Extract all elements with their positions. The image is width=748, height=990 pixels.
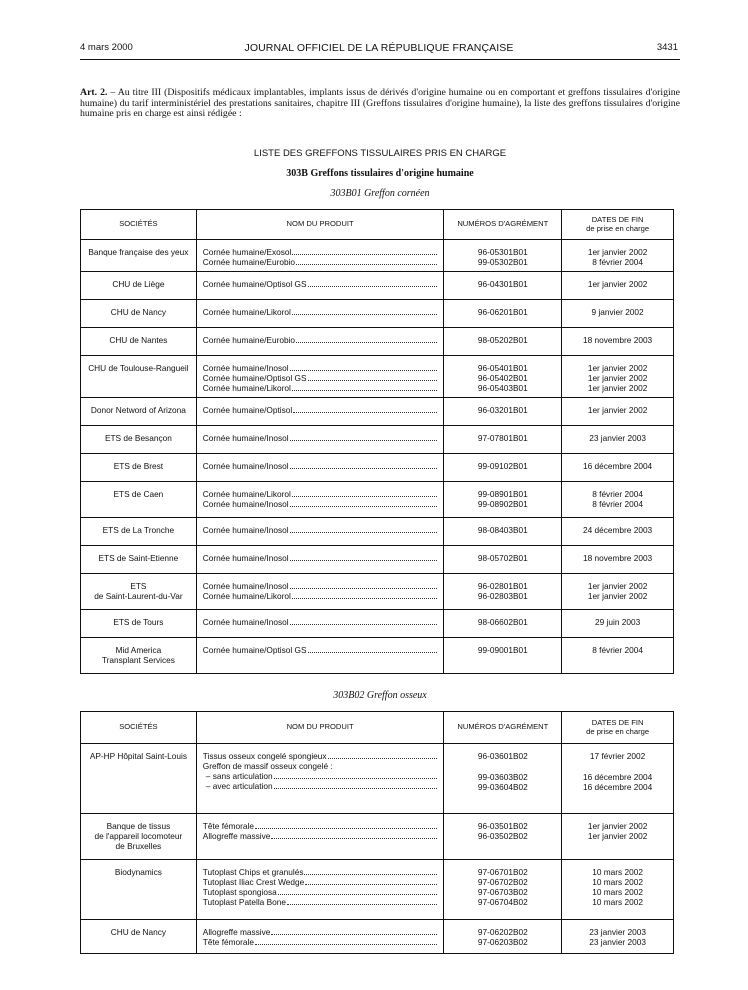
- approval-number: 97-06701B02: [477, 867, 528, 877]
- column-header-dates: DATES DE FIN de prise en charge: [562, 210, 674, 240]
- product-name: Cornée humaine/Inosol: [202, 363, 289, 373]
- approval-number: 99-09102B01: [477, 461, 528, 471]
- end-date-cell: [562, 814, 674, 860]
- section-title-corneal: 303B01 Greffon cornéen: [330, 188, 430, 199]
- product-name: Cornée humaine/Optisol: [202, 405, 293, 415]
- leader-dots: [328, 751, 438, 759]
- leader-dots: [255, 821, 437, 829]
- societe-cell: [81, 328, 197, 356]
- approval-number: 99-08901B01: [477, 489, 528, 499]
- end-date-cell: [562, 518, 674, 546]
- end-date: 1er janvier 2002: [587, 831, 648, 841]
- end-date: 18 novembre 2003: [582, 335, 653, 345]
- societe-name: Banque française des yeux: [88, 247, 189, 257]
- end-date-cell: [562, 398, 674, 426]
- end-date: 10 mars 2002: [592, 877, 643, 887]
- end-date: 18 novembre 2003: [582, 553, 653, 563]
- societe-name: de l'appareil locomoteur: [94, 831, 183, 841]
- approval-number: 96-02803B01: [477, 591, 528, 601]
- product-line: [203, 751, 438, 761]
- approval-number: 99-08902B01: [477, 499, 528, 509]
- approval-number: 96-03201B01: [477, 405, 528, 415]
- table-row: [81, 356, 674, 398]
- table-row: [81, 398, 674, 426]
- product-name: Cornée humaine/Optisol GS: [202, 373, 307, 383]
- product-cell: [196, 300, 444, 328]
- end-date-cell: [562, 920, 674, 954]
- approval-number: 97-06202B02: [477, 927, 528, 937]
- approval-number: 97-07801B01: [477, 433, 528, 443]
- end-date-cell: [562, 240, 674, 272]
- leader-dots: [308, 373, 438, 381]
- approval-number: 96-05401B01: [477, 363, 528, 373]
- leader-dots: [308, 645, 438, 653]
- approval-number-cell: [444, 272, 562, 300]
- end-date: 1er janvier 2002: [587, 363, 648, 373]
- page-header: [80, 42, 678, 56]
- table-row: [81, 328, 674, 356]
- societe-name: CHU de Toulouse-Rangueil: [88, 363, 189, 373]
- product-line: [203, 553, 438, 563]
- product-cell: [196, 814, 444, 860]
- end-date-cell: [562, 356, 674, 398]
- end-date: 1er janvier 2002: [587, 373, 648, 383]
- end-date: 8 février 2004: [592, 489, 643, 499]
- approval-number-cell: [444, 398, 562, 426]
- product-name: Cornée humaine/Inosol: [202, 525, 289, 535]
- approval-number-cell: [444, 920, 562, 954]
- end-date: 1er janvier 2002: [587, 383, 648, 393]
- product-cell: [196, 240, 444, 272]
- product-name: Cornée humaine/Likorol: [202, 383, 291, 393]
- end-date: 10 mars 2002: [592, 887, 643, 897]
- leader-dots: [292, 489, 438, 497]
- table-row: [81, 482, 674, 518]
- product-line: [203, 867, 438, 877]
- product-cell: [196, 574, 444, 610]
- leader-dots: [274, 781, 438, 789]
- end-date: 1er janvier 2002: [587, 581, 648, 591]
- product-line: [203, 937, 438, 947]
- end-date-cell: [562, 610, 674, 638]
- approval-number: 99-03604B02: [477, 782, 528, 792]
- approval-number-cell: [444, 814, 562, 860]
- product-name: Tutoplast Patella Bone: [202, 897, 286, 907]
- leader-dots: [292, 383, 438, 391]
- societe-cell: [81, 546, 197, 574]
- table-row: [81, 546, 674, 574]
- societe-cell: [81, 356, 197, 398]
- product-name: Cornée humaine/Inosol: [202, 433, 289, 443]
- approval-number: 98-05202B01: [477, 335, 528, 345]
- product-line: [203, 279, 438, 289]
- end-date-cell: [562, 272, 674, 300]
- leader-dots: [290, 581, 438, 589]
- end-date: 9 janvier 2002: [591, 307, 644, 317]
- approval-number: 99-03603B02: [477, 772, 528, 782]
- approval-number: 96-05301B01: [477, 247, 528, 257]
- product-name: Allogreffe massive: [202, 831, 271, 841]
- end-date: 23 janvier 2003: [589, 937, 646, 947]
- approval-number-cell: [444, 454, 562, 482]
- leader-dots: [290, 617, 438, 625]
- approval-number: 98-06602B01: [477, 617, 528, 627]
- leader-dots: [290, 433, 438, 441]
- product-name: – avec articulation: [205, 781, 273, 791]
- product-line: [203, 383, 438, 393]
- end-date-cell: [562, 454, 674, 482]
- end-date: 23 janvier 2003: [589, 927, 646, 937]
- product-line: [203, 821, 438, 831]
- bone-graft-table: [80, 711, 674, 954]
- column-header-societes: SOCIÉTÉS: [81, 210, 197, 240]
- societe-name: AP-HP Hôpital Saint-Louis: [89, 751, 187, 761]
- approval-number-cell: [444, 240, 562, 272]
- approval-number-cell: [444, 574, 562, 610]
- societe-name: Transplant Services: [101, 655, 175, 665]
- product-line: [203, 433, 438, 443]
- product-line: [203, 489, 438, 499]
- leader-dots: [290, 499, 438, 507]
- end-date: 10 mars 2002: [592, 867, 643, 877]
- table-row: [81, 744, 674, 814]
- societe-cell: [81, 518, 197, 546]
- societe-name: ETS de Caen: [113, 489, 164, 499]
- product-line: [203, 591, 438, 601]
- product-line: [203, 525, 438, 535]
- product-line: [203, 405, 438, 415]
- product-cell: [196, 426, 444, 454]
- article-text: – Au titre III (Dispositifs médicaux implantables, implants issus de dérivés d'origine humaine ou en comportant et greffons tissulaires d'origine humaine) du tarif interministériel des prestations sanitaires, chapitre III (Greffons tissulaires d'origine humaine), la liste des greffons tissulaires d'origine humaine pris en charge est ainsi rédigée :: [80, 87, 680, 119]
- product-cell: [196, 546, 444, 574]
- article-label: Art. 2.: [80, 87, 108, 98]
- leader-dots: [292, 591, 438, 599]
- end-date-cell: [562, 744, 674, 814]
- societe-cell: [81, 426, 197, 454]
- leader-dots: [290, 461, 438, 469]
- end-date-cell: [562, 638, 674, 674]
- societe-cell: [81, 240, 197, 272]
- column-header-societes: SOCIÉTÉS: [81, 712, 197, 744]
- product-name: Cornée humaine/Likorol: [202, 591, 291, 601]
- product-name: Tissus osseux congelé spongieux: [202, 751, 327, 761]
- table-row: [81, 860, 674, 920]
- approval-number: 96-02801B01: [477, 581, 528, 591]
- table-row: [81, 518, 674, 546]
- societe-name: Banque de tissus: [106, 821, 171, 831]
- product-name: Cornée humaine/Optisol GS: [202, 279, 307, 289]
- product-cell: [196, 744, 444, 814]
- product-line: [203, 897, 438, 907]
- product-name: Tête fémorale: [202, 821, 254, 831]
- approval-number: 96-05403B01: [477, 383, 528, 393]
- societe-name: Biodynamics: [114, 867, 162, 877]
- end-date-cell: [562, 328, 674, 356]
- societe-cell: [81, 574, 197, 610]
- product-line: [203, 499, 438, 509]
- societe-name: de Saint-Laurent-du-Var: [94, 591, 183, 601]
- product-name: Tutoplast spongiosa: [202, 887, 277, 897]
- approval-number: 97-06703B02: [477, 887, 528, 897]
- end-date: 16 décembre 2004: [583, 772, 653, 782]
- leader-dots: [271, 831, 437, 839]
- leader-dots: [292, 247, 437, 255]
- societe-cell: [81, 638, 197, 674]
- end-date: 1er janvier 2002: [587, 821, 648, 831]
- table-row: [81, 426, 674, 454]
- approval-number-cell: [444, 328, 562, 356]
- product-name: Tutoplast Iliac Crest Wedge: [202, 877, 305, 887]
- societe-name: CHU de Nantes: [109, 335, 168, 345]
- leader-dots: [296, 257, 437, 265]
- product-name: Cornée humaine/Inosol: [202, 553, 289, 563]
- product-cell: [196, 860, 444, 920]
- column-header-numeros: NUMÉROS D'AGRÉMENT: [444, 712, 562, 744]
- leader-dots: [292, 307, 438, 315]
- approval-number: 99-05302B01: [477, 257, 528, 267]
- product-name: Cornée humaine/Optisol GS: [202, 645, 307, 655]
- product-name: Cornée humaine/Eurobio: [202, 257, 296, 267]
- approval-number-cell: [444, 744, 562, 814]
- societe-name: ETS de Besançon: [104, 433, 172, 443]
- approval-number: 97-06704B02: [477, 897, 528, 907]
- end-date: 10 mars 2002: [592, 897, 643, 907]
- approval-number-cell: [444, 426, 562, 454]
- societe-name: ETS: [130, 581, 147, 591]
- societe-name: ETS de Brest: [113, 461, 164, 471]
- approval-number-cell: [444, 638, 562, 674]
- section-title-bone: 303B02 Greffon osseux: [333, 690, 427, 701]
- product-name: – sans articulation: [205, 771, 273, 781]
- product-name: Cornée humaine/Inosol: [202, 617, 289, 627]
- product-name: Cornée humaine/Likorol: [202, 307, 291, 317]
- leader-dots: [296, 335, 437, 343]
- approval-number: 98-08403B01: [477, 525, 528, 535]
- societe-cell: [81, 272, 197, 300]
- list-title: LISTE DES GREFFONS TISSULAIRES PRIS EN CHARGE: [253, 148, 507, 159]
- leader-dots: [274, 771, 438, 779]
- societe-name: de Bruxelles: [115, 841, 162, 851]
- societe-cell: [81, 454, 197, 482]
- product-line: [203, 617, 438, 627]
- approval-number-cell: [444, 860, 562, 920]
- header-rule: [80, 59, 680, 60]
- product-cell: [196, 398, 444, 426]
- approval-number: 97-06203B02: [477, 937, 528, 947]
- leader-dots: [271, 927, 437, 935]
- leader-dots: [293, 405, 437, 413]
- end-date-cell: [562, 574, 674, 610]
- table-row: [81, 610, 674, 638]
- end-date: 1er janvier 2002: [587, 591, 648, 601]
- societe-name: Donor Netword of Arizona: [90, 405, 186, 415]
- product-name: Cornée humaine/Exosol: [202, 247, 292, 257]
- end-date-cell: [562, 860, 674, 920]
- end-date-cell: [562, 300, 674, 328]
- end-date: 8 février 2004: [592, 257, 643, 267]
- column-header-produit: NOM DU PRODUIT: [196, 210, 444, 240]
- societe-name: ETS de Tours: [113, 617, 164, 627]
- societe-cell: [81, 860, 197, 920]
- societe-name: ETS de La Tronche: [102, 525, 175, 535]
- product-line: [203, 257, 438, 267]
- societe-name: CHU de Nancy: [110, 307, 167, 317]
- product-line: [203, 927, 438, 937]
- approval-number-cell: [444, 546, 562, 574]
- societe-name: CHU de Liège: [112, 279, 165, 289]
- column-header-produit: NOM DU PRODUIT: [196, 712, 444, 744]
- approval-number: 96-04301B01: [477, 279, 528, 289]
- article-intro: [80, 88, 680, 120]
- table-row: [81, 272, 674, 300]
- approval-number: 96-05402B01: [477, 373, 528, 383]
- societe-cell: [81, 920, 197, 954]
- table-row: [81, 638, 674, 674]
- leader-dots: [290, 553, 438, 561]
- end-date: 1er janvier 2002: [587, 405, 648, 415]
- product-cell: [196, 356, 444, 398]
- approval-number: 96-03502B02: [477, 831, 528, 841]
- approval-number-cell: [444, 518, 562, 546]
- table-row: [81, 574, 674, 610]
- table-row: [81, 920, 674, 954]
- societe-name: Mid America: [115, 645, 162, 655]
- journal-title: JOURNAL OFFICIEL DE LA RÉPUBLIQUE FRANÇAISE: [244, 42, 514, 54]
- product-cell: [196, 920, 444, 954]
- product-line: [203, 831, 438, 841]
- column-header-numeros: NUMÉROS D'AGRÉMENT: [444, 210, 562, 240]
- leader-dots: [305, 877, 437, 885]
- product-cell: [196, 328, 444, 356]
- leader-dots: [290, 363, 438, 371]
- end-date: 23 janvier 2003: [589, 433, 646, 443]
- end-date: 29 juin 2003: [594, 617, 641, 627]
- product-cell: [196, 518, 444, 546]
- end-date-cell: [562, 546, 674, 574]
- societe-name: ETS de Saint-Etienne: [98, 553, 179, 563]
- product-name: Cornée humaine/Inosol: [202, 461, 289, 471]
- product-cell: [196, 272, 444, 300]
- end-date: 16 décembre 2004: [582, 461, 653, 471]
- product-line: [203, 363, 438, 373]
- corneal-graft-table: [80, 209, 674, 674]
- product-line: [203, 307, 438, 317]
- approval-number: 98-05702B01: [477, 553, 528, 563]
- end-date: 1er janvier 2002: [587, 247, 648, 257]
- product-name: Allogreffe massive: [202, 927, 271, 937]
- end-date: [564, 761, 671, 772]
- product-name: Cornée humaine/Inosol: [202, 499, 289, 509]
- end-date-cell: [562, 426, 674, 454]
- approval-number-cell: [444, 610, 562, 638]
- approval-number-cell: [444, 482, 562, 518]
- product-name: Greffon de massif osseux congelé :: [202, 761, 333, 771]
- approval-number: 96-06201B01: [477, 307, 528, 317]
- product-line: [203, 247, 438, 257]
- product-line: [203, 645, 438, 655]
- leader-dots: [278, 887, 438, 895]
- approval-number: 97-06702B02: [477, 877, 528, 887]
- end-date: 8 février 2004: [592, 645, 643, 655]
- product-line: [203, 781, 438, 791]
- product-cell: [196, 482, 444, 518]
- product-cell: [196, 454, 444, 482]
- societe-cell: [81, 744, 197, 814]
- product-line: [203, 887, 438, 897]
- product-name: Cornée humaine/Likorol: [202, 489, 291, 499]
- product-line: [203, 761, 438, 771]
- product-line: [203, 771, 438, 781]
- societe-cell: [81, 482, 197, 518]
- product-name: Cornée humaine/Eurobio: [202, 335, 296, 345]
- end-date: 16 décembre 2004: [583, 782, 653, 792]
- leader-dots: [287, 897, 437, 905]
- approval-number-cell: [444, 356, 562, 398]
- leader-dots: [304, 867, 437, 875]
- end-date: 1er janvier 2002: [587, 279, 648, 289]
- product-name: Tête fémorale: [202, 937, 254, 947]
- product-name: Tutoplast Chips et granulés: [202, 867, 304, 877]
- product-cell: [196, 610, 444, 638]
- societe-cell: [81, 300, 197, 328]
- table-row: [81, 300, 674, 328]
- column-header-dates: DATES DE FIN de prise en charge: [562, 712, 674, 744]
- societe-cell: [81, 610, 197, 638]
- page-number: 3431: [656, 42, 678, 53]
- end-date: 24 décembre 2003: [582, 525, 653, 535]
- category-subtitle: 303B Greffons tissulaires d'origine humaine: [286, 168, 474, 179]
- end-date: 8 février 2004: [592, 499, 643, 509]
- approval-number-cell: [444, 300, 562, 328]
- product-line: [203, 461, 438, 471]
- leader-dots: [290, 525, 438, 533]
- end-date: 17 février 2002: [589, 751, 646, 761]
- leader-dots: [255, 937, 437, 945]
- approval-number: 96-03501B02: [477, 821, 528, 831]
- table-row: [81, 240, 674, 272]
- table-row: [81, 454, 674, 482]
- approval-number: 99-09001B01: [477, 645, 528, 655]
- approval-number: [446, 761, 559, 772]
- product-cell: [196, 638, 444, 674]
- product-line: [203, 877, 438, 887]
- approval-number: 96-03601B02: [477, 751, 528, 761]
- leader-dots: [308, 279, 438, 287]
- end-date-cell: [562, 482, 674, 518]
- product-name: Cornée humaine/Inosol: [202, 581, 289, 591]
- societe-cell: [81, 814, 197, 860]
- table-row: [81, 814, 674, 860]
- product-line: [203, 373, 438, 383]
- product-line: [203, 335, 438, 345]
- societe-name: CHU de Nancy: [110, 927, 167, 937]
- publication-date: 4 mars 2000: [80, 42, 133, 53]
- societe-cell: [81, 398, 197, 426]
- product-line: [203, 581, 438, 591]
